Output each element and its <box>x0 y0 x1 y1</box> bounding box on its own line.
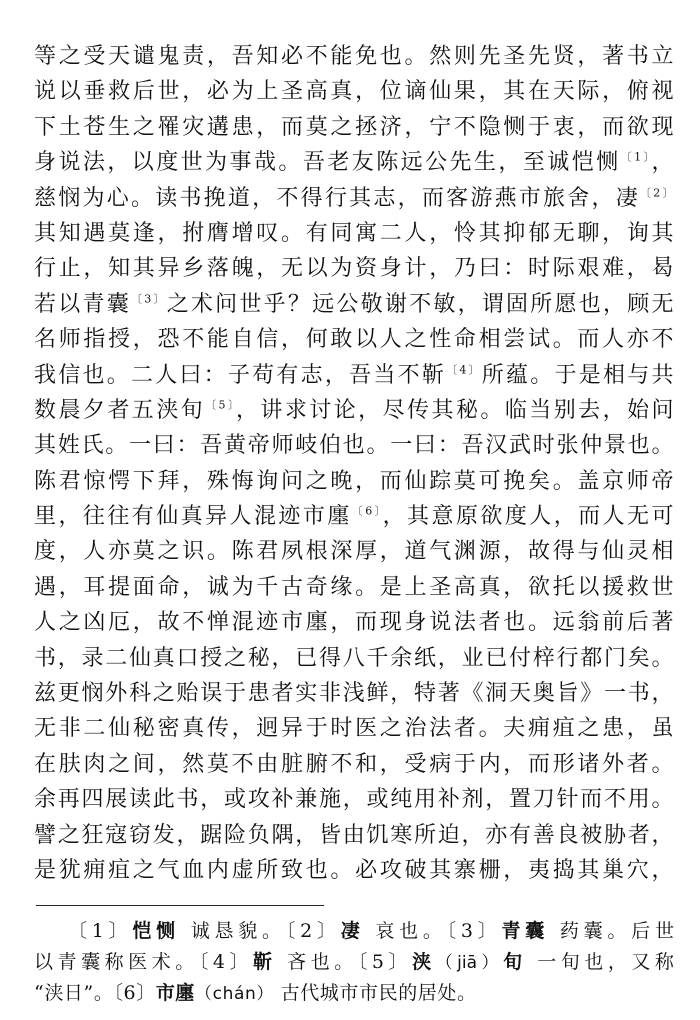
text-line-10: 我信也。二人曰：子苟有志，吾当不靳$^{〔4〕}$所蕴。于是相与共 <box>34 362 674 388</box>
text-line-24: 是犹痈疽之气血内虚所致也。必攻破其寨栅，夷捣其巢穴， <box>34 857 674 883</box>
text-line-18: 书，录二仙真口授之秘，已得八千余纸，业已付梓行都门矣。 <box>34 645 674 671</box>
text-line-5: 慈悯为心。读书挽道，不得行其志，而客游燕市旅舍，凄$^{〔2〕}$ <box>34 185 674 211</box>
footnote-ref-5: 〔5〕 <box>205 398 236 412</box>
text-line-21: 在肤肉之间，然莫不由脏腑不和，受病于内，而形诸外者。 <box>34 751 674 777</box>
footnote-line-3: “浃日”。〔6〕市廛（chán） 古代城市市民的居处。 <box>34 982 477 1004</box>
footnote-line-2: 以青囊称医术。〔4〕靳 吝也。〔5〕浃（jiā）旬 一旬也，又称 <box>34 951 674 973</box>
text-line-4: 身说法，以度世为事哉。吾老友陈远公先生，至诚恺恻$^{〔1〕}$， <box>34 150 674 176</box>
text-line-13: 陈君惊愕下拜，殊悔询问之晚，而仙踪莫可挽矣。盖京师帝 <box>34 468 674 494</box>
text-line-17: 人之凶厄，故不惮混迹市廛，而现身说法者也。远翁前后著 <box>34 610 674 636</box>
footnote-ref-1: 〔1〕 <box>620 150 652 164</box>
text-line-8: 若以青囊$^{〔3〕}$之术问世乎？远公敬谢不敏，谓固所愿也，顾无 <box>34 291 674 317</box>
footnote-2: 〔2〕凄 哀也。 <box>285 920 447 942</box>
footnote-ref-4: 〔4〕 <box>446 363 482 377</box>
text-line-7: 行止，知其异乡落魄，无以为资身计，乃曰：时际艰难，曷 <box>34 256 674 282</box>
text-line-6: 其知遇莫逢，拊膺增叹。有同寓二人，怜其抑郁无聊，询其 <box>34 220 674 246</box>
text-line-12: 其姓氏。一曰：吾黄帝师岐伯也。一曰：吾汉武时张仲景也。 <box>34 433 674 459</box>
footnote-line-1 <box>34 916 674 947</box>
footnote-3: 〔3〕青囊 药囊。后世 <box>446 920 674 942</box>
text-line-1: 等之受天谴鬼责，吾知必不能免也。然则先圣先贤，著书立 <box>34 44 674 69</box>
footnote-6: 〔6〕市廛（chán） 古代城市市民的居处。 <box>113 982 477 1004</box>
text-line-11: 数晨夕者五浃旬$^{〔5〕}$，讲求讨论，尽传其秘。临当别去，始问 <box>34 397 674 423</box>
footnote-ref-2: 〔2〕 <box>640 186 674 200</box>
text-line-3: 下土苍生之罹灾遘患，而莫之拯济，宁不隐恻于衷，而欲现 <box>34 114 674 140</box>
text-line-14: 里，往往有仙真异人混迹市廛$^{〔6〕}$，其意原欲度人，而人无可 <box>34 504 674 530</box>
text-line-19: 兹更悯外科之贻误于患者实非浅鲜，特著《洞天奥旨》一书， <box>34 681 674 707</box>
footnotes <box>34 916 674 1009</box>
text-line-20: 无非二仙秘密真传，迥异于时医之治法者。夫痈疽之患，虽 <box>34 716 674 742</box>
text-line-15: 度，人亦莫之识。陈君夙根深厚，道气渊源，故得与仙灵相 <box>34 539 674 565</box>
footnote-5: 〔5〕浃（jiā）旬 一旬也，又称 <box>357 951 674 973</box>
footnote-ref-3: 〔3〕 <box>130 292 167 306</box>
text-line-9: 名师指授，恐不能自信，何敢以人之性命相尝试。而人亦不 <box>34 327 674 353</box>
text-line-22: 余再四展读此书，或攻补兼施，或纯用补剂，置刀针而不用。 <box>34 787 674 813</box>
text-line-23: 譬之狂寇窃发，踞险负隅，皆由饥寒所迫，亦有善良被胁者， <box>34 822 674 848</box>
footnote-ref-6: 〔6〕 <box>351 504 383 518</box>
text-line-2: 说以垂救后世，必为上圣高真，位谪仙果，其在天际，俯视 <box>34 79 674 105</box>
main-text <box>34 39 674 888</box>
footnote-divider <box>36 905 324 906</box>
footnote-4: 〔4〕靳 吝也。 <box>198 951 358 973</box>
footnote-1: 〔1〕恺恻 诚恳貌。 <box>68 920 286 942</box>
text-line-16: 遇，耳提面命，诚为千古奇缘。是上圣高真，欲托以援救世 <box>34 574 674 600</box>
